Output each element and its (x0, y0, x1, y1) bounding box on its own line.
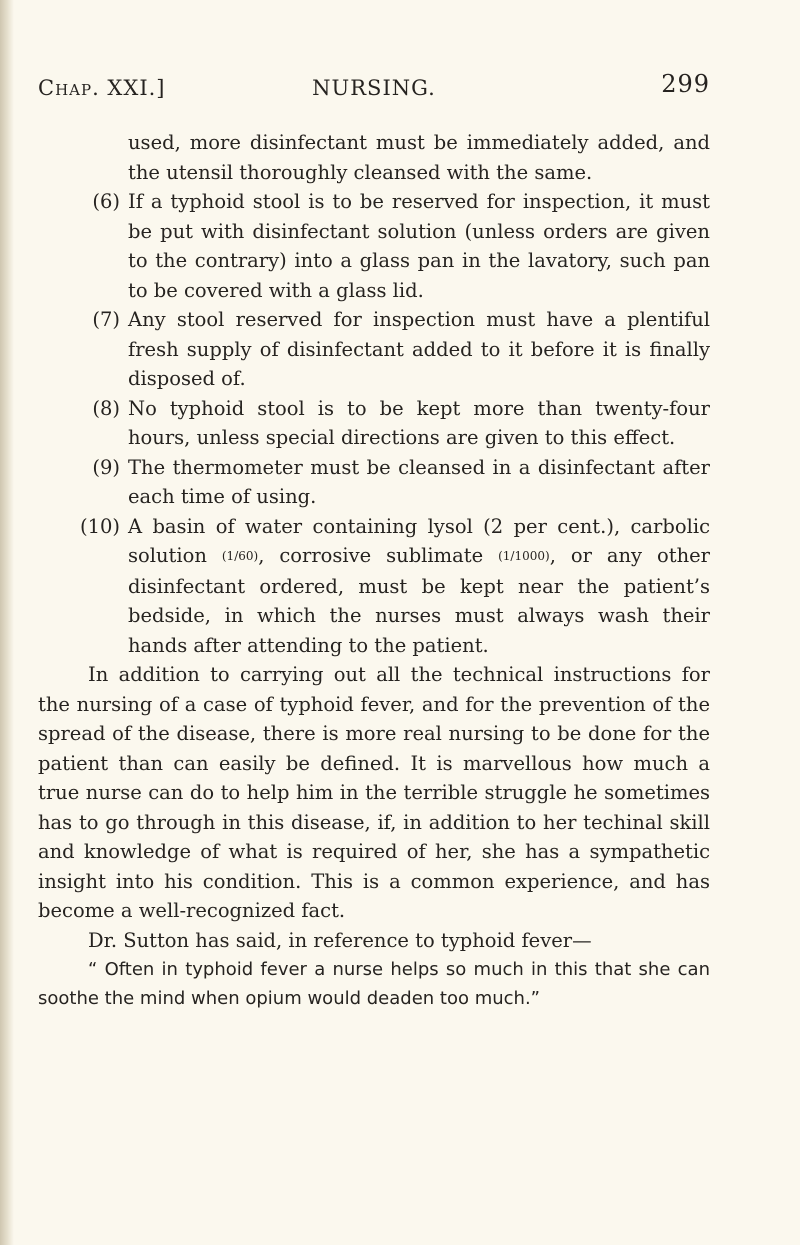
quotation: “ Often in typhoid fever a nurse helps so much in this that she can soothe the mind when opium would deaden too much.” (38, 959, 710, 1009)
item-number: (6) (92, 190, 120, 213)
item-number: (8) (92, 396, 120, 420)
sublimate-fraction: (1/1000) (498, 549, 550, 563)
body-paragraph: In addition to carrying out all the technical instructions for the nursing of a case of typhoid fever, and for the prevention of the spread of the disease, there is more real nursing to be done for the patient than can easily be defined. It is marvellous how much a true nurse can do to help him in the terrible struggle he sometimes has to go through in this disease, if, in addition to her techinal skill and knowledge of what is required of her, she has a sympathetic insight into his condition. This is a common experience, and has become a well-recognized fact. (38, 663, 710, 922)
book-page (38, 70, 710, 1013)
body-paragraph: Dr. Sutton has said, in reference to typhoid fever— (88, 928, 592, 952)
list-item (38, 453, 710, 512)
list-item (38, 305, 710, 394)
list-item (38, 187, 710, 305)
item-text: The thermometer must be cleansed in a disinfectant after each time of using. (128, 455, 710, 508)
item-number: (9) (92, 455, 120, 479)
continued-item-text: used, more disinfectant must be immediately added, and the utensil thoroughly cleansed with the same. (128, 131, 710, 184)
item-text: No typhoid stool is to be kept more than twenty-four hours, unless special directions are given to this effect. (128, 396, 710, 449)
list-item (38, 512, 710, 661)
running-head (38, 70, 710, 106)
item-text: Any stool reserved for inspection must have a plentiful fresh supply of disinfectant added to it before it is finally disposed of. (128, 308, 710, 390)
item-text: If a typhoid stool is to be reserved for inspection, it must be put with disinfectant solution (unless orders are given to the contrary) into a glass pan in the lavatory, such pan to be covered with a glass lid. (128, 190, 710, 302)
item-text-part: , corrosive sublimate (258, 544, 499, 567)
list-item (38, 394, 710, 453)
carbolic-fraction: (1/60) (221, 549, 259, 563)
page-body (38, 128, 710, 1013)
item-text-part: A basin of water containing lysol (2 per cent.), carbolic solution (128, 514, 710, 567)
chapter-label: Chap. XXI.] (38, 76, 166, 100)
page-number: 299 (661, 70, 710, 98)
running-title: NURSING. (312, 76, 436, 100)
item-number: (7) (92, 308, 120, 331)
item-number: (10) (79, 514, 120, 538)
page-binding-shadow (0, 0, 14, 1245)
item-text-part: , or any other disinfectant ordered, must be kept near the patient’s bedside, in which the nurses must always wash their hands after attending to the patient. (128, 544, 710, 657)
